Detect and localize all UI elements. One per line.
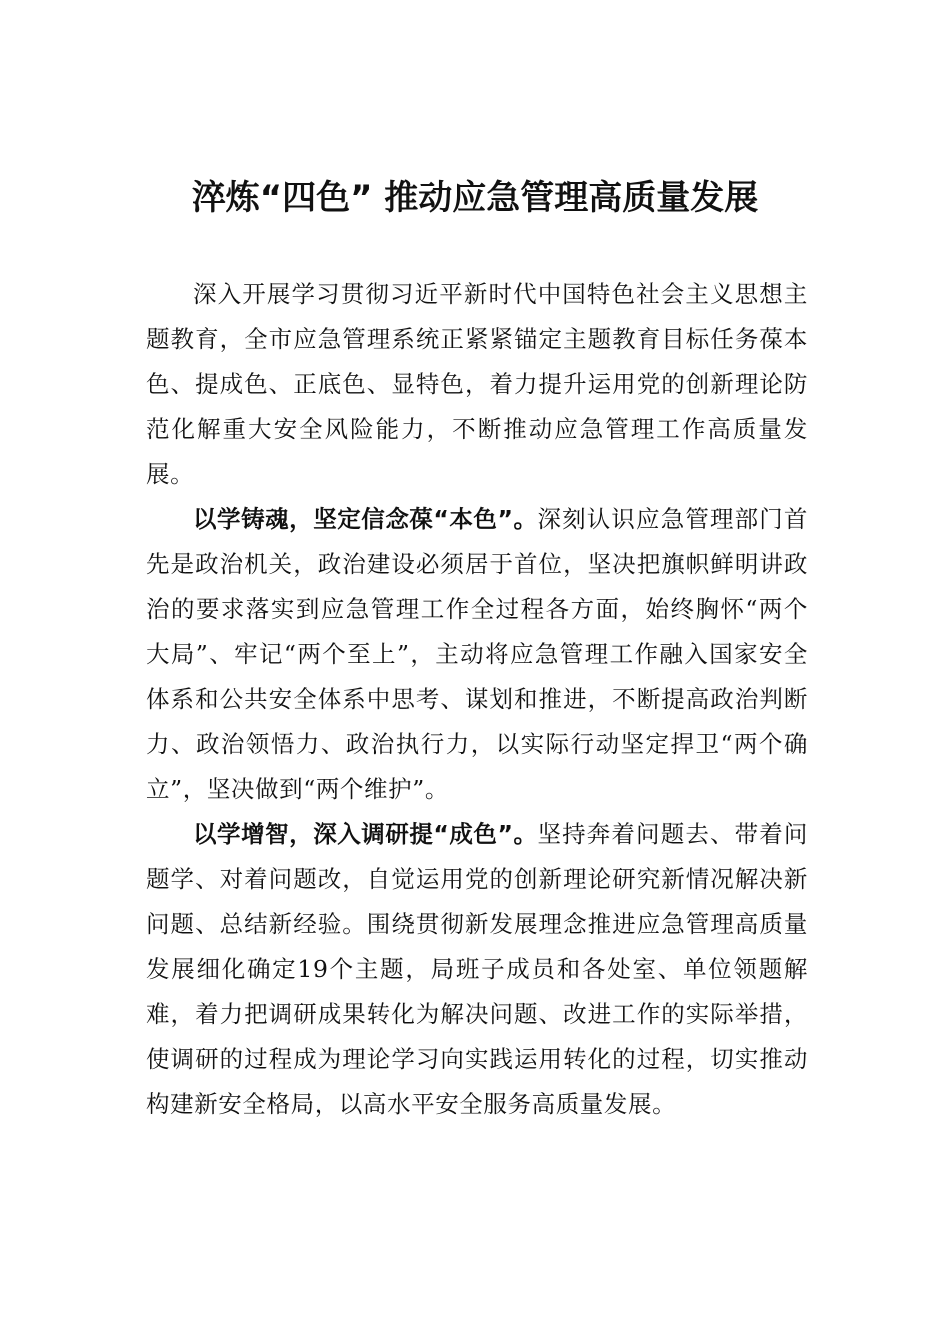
paragraph-text: 深入开展学习贯彻习近平新时代中国特色社会主义思想主题教育，全市应急管理系统正紧紧锚定主题教育目标任务葆本色、提成色、正底色、显特色，着力提升运用党的创新理论防范化解重大安全风险能力，不断推动应急管理工作高质量发展。 — [146, 280, 808, 488]
paragraph-intro — [146, 272, 808, 497]
paragraph-chengse — [146, 812, 808, 1127]
paragraph-lead: 以学铸魂，坚定信念葆“本色”。 — [193, 505, 538, 533]
paragraph-text: 深刻认识应急管理部门首先是政治机关，政治建设必须居于首位，坚决把旗帜鲜明讲政治的要求落实到应急管理工作全过程各方面，始终胸怀“两个大局”、牢记“两个至上”，主动将应急管理工作融入国家安全体系和公共安全体系中思考、谋划和推进，不断提高政治判断力、政治领悟力、政治执行力，以实际行动坚定捍卫“两个确立”，坚决做到“两个维护”。 — [146, 505, 808, 803]
document-title: 淬炼“四色” 推动应急管理高质量发展 — [191, 178, 759, 218]
paragraph-text: 坚持奔着问题去、带着问题学、对着问题改，自觉运用党的创新理论研究新情况解决新问题、总结新经验。围绕贯彻新发展理念推进应急管理高质量发展细化确定19个主题，局班子成员和各处室、单位领题解难，着力把调研成果转化为解决问题、改进工作的实际举措，使调研的过程成为理论学习向实践运用转化的过程，切实推动构建新安全格局，以高水平安全服务高质量发展。 — [146, 820, 808, 1118]
paragraph-lead: 以学增智，深入调研提“成色”。 — [193, 820, 538, 848]
document-body — [146, 272, 808, 1127]
paragraph-benshe — [146, 497, 808, 812]
